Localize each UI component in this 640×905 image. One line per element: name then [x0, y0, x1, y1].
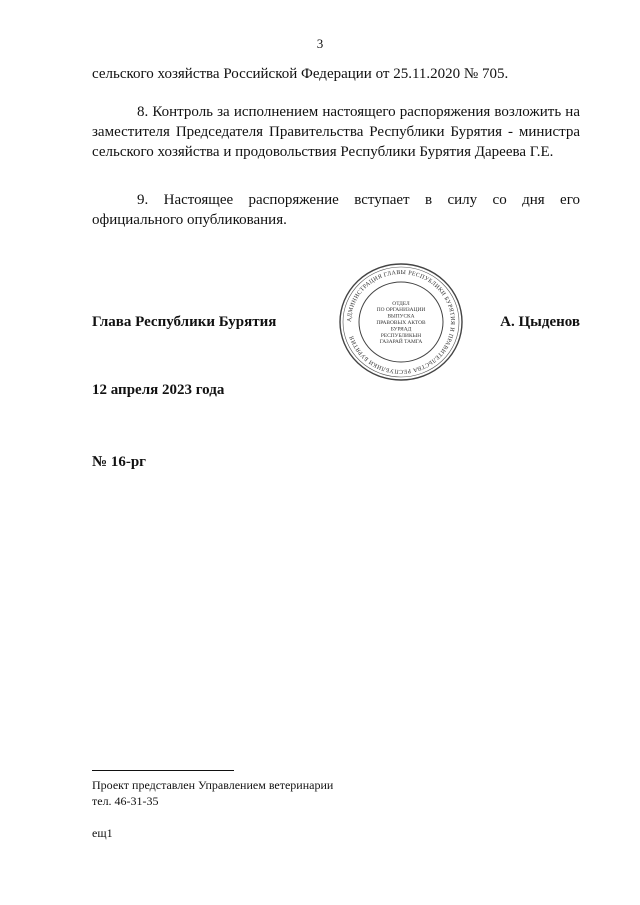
paragraph-8: 8. Контроль за исполнением настоящего распоряжения возложить на заместителя Председателя Правительства Республики Бурятия - министра сельского хозяйства и продовольствия Республики Бурятия Дареева Г.Е. — [92, 104, 580, 160]
paragraph-9: 9. Настоящее распоряжение вступает в силу со дня его официального опубликования. — [92, 192, 580, 228]
svg-text:РЕСПУБЛИКЫН: РЕСПУБЛИКЫН — [380, 332, 422, 339]
signatory-position: Глава Республики Бурятия — [92, 314, 277, 330]
document-date: 12 апреля 2023 года — [92, 382, 225, 398]
signatory-name: А. Цыденов — [500, 314, 580, 330]
document-code: ещ1 — [92, 826, 113, 840]
footnote-prepared-by: Проект представлен Управлением ветеринарии — [92, 778, 334, 792]
paragraph-continuation: сельского хозяйства Российской Федерации от 25.11.2020 № 705. — [92, 66, 509, 82]
svg-text:БУРЯАД: БУРЯАД — [390, 326, 412, 333]
svg-text:ПО ОРГАНИЗАЦИИ: ПО ОРГАНИЗАЦИИ — [376, 307, 426, 314]
document-number: № 16-рг — [92, 454, 146, 470]
footnote-phone: тел. 46-31-35 — [92, 794, 159, 808]
svg-text:ОТДЕЛ: ОТДЕЛ — [392, 300, 410, 307]
seal-center-text — [376, 301, 426, 345]
svg-text:ВЫПУСКА: ВЫПУСКА — [387, 313, 415, 320]
seal-ring-text: АДМИНИСТРАЦИЯ ГЛАВЫ РЕСПУБЛИКИ БУРЯТИЯ И ПРАВИТЕЛЬСТВА РЕСПУБЛИКИ БУРЯТИЯ — [346, 269, 456, 375]
svg-text:ПРАВОВЫХ АКТОВ: ПРАВОВЫХ АКТОВ — [376, 320, 426, 326]
svg-text:ГАЗАРАЙ ТАМГА: ГАЗАРАЙ ТАМГА — [379, 339, 423, 346]
official-seal-stamp — [338, 262, 464, 382]
footnote-separator — [92, 770, 234, 771]
page-number: 3 — [316, 36, 324, 51]
